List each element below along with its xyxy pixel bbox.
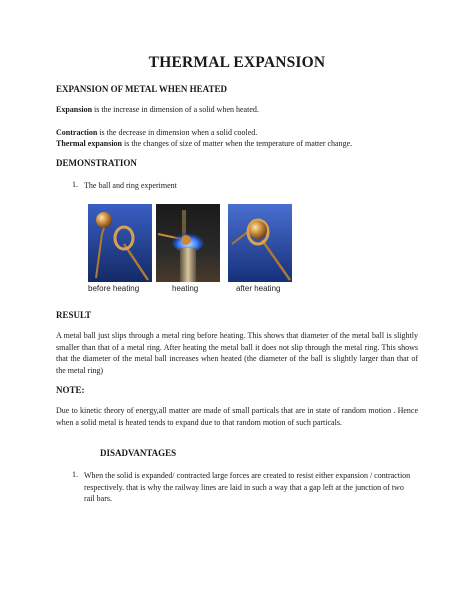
- expansion-def-text: is the increase in dimension of a solid when heated.: [92, 105, 259, 114]
- caption-before-heating: before heating: [88, 284, 140, 293]
- disadvantage-item-text: When the solid is expanded/ contracted large forces are created to resist either expansion / contraction respectively. that is why the railway lines are laid in such a way that a gap left at the junction of two rail bars.: [84, 471, 411, 503]
- contraction-def-text: is the decrease in dimension when a solid cooled.: [97, 128, 258, 137]
- photo-before-heating: [88, 204, 152, 282]
- photo-heating: [156, 204, 220, 282]
- expansion-definition: [56, 104, 416, 116]
- result-paragraph: A metal ball just slips through a metal ring before heating. This shows that diameter of the metal ball is slightly smaller than that of a metal ring. After heating the metal ball it does not slip through the metal ring. This shows that the diameter of the metal ball increases when heated (the diameter of the ball is slightly larger than that of the metal ring): [56, 331, 418, 375]
- disadvantage-item-number: 1.: [72, 470, 78, 479]
- caption-after-heating: after heating: [236, 284, 281, 293]
- demonstration-item-number: 1.: [72, 180, 78, 189]
- section-heading-demonstration: DEMONSTRATION: [56, 158, 137, 168]
- thermal-term: Thermal expansion: [56, 139, 123, 148]
- section-heading-result: RESULT: [56, 310, 92, 320]
- demonstration-item-text: The ball and ring experiment: [84, 181, 177, 190]
- note-paragraph: Due to kinetic theory of energy,all matter are made of small particals that are in state of random motion . Hence when a solid metal is heated tends to expand due to that random motion of such particals.: [56, 406, 418, 427]
- contraction-definition: [56, 127, 416, 139]
- section-heading-expansion: EXPANSION OF METAL WHEN HEATED: [56, 84, 228, 94]
- page-title: THERMAL EXPANSION: [148, 54, 326, 71]
- photo-after-heating: [228, 204, 292, 282]
- expansion-term: Expansion: [56, 105, 93, 114]
- section-heading-note: NOTE:: [56, 385, 85, 395]
- thermal-expansion-definition: [56, 138, 436, 150]
- thermal-def-text: is the changes of size of matter when the temperature of matter change.: [122, 139, 353, 148]
- contraction-term: Contraction: [56, 128, 98, 137]
- section-heading-disadvantages: DISADVANTAGES: [100, 448, 177, 458]
- caption-heating: heating: [172, 284, 199, 293]
